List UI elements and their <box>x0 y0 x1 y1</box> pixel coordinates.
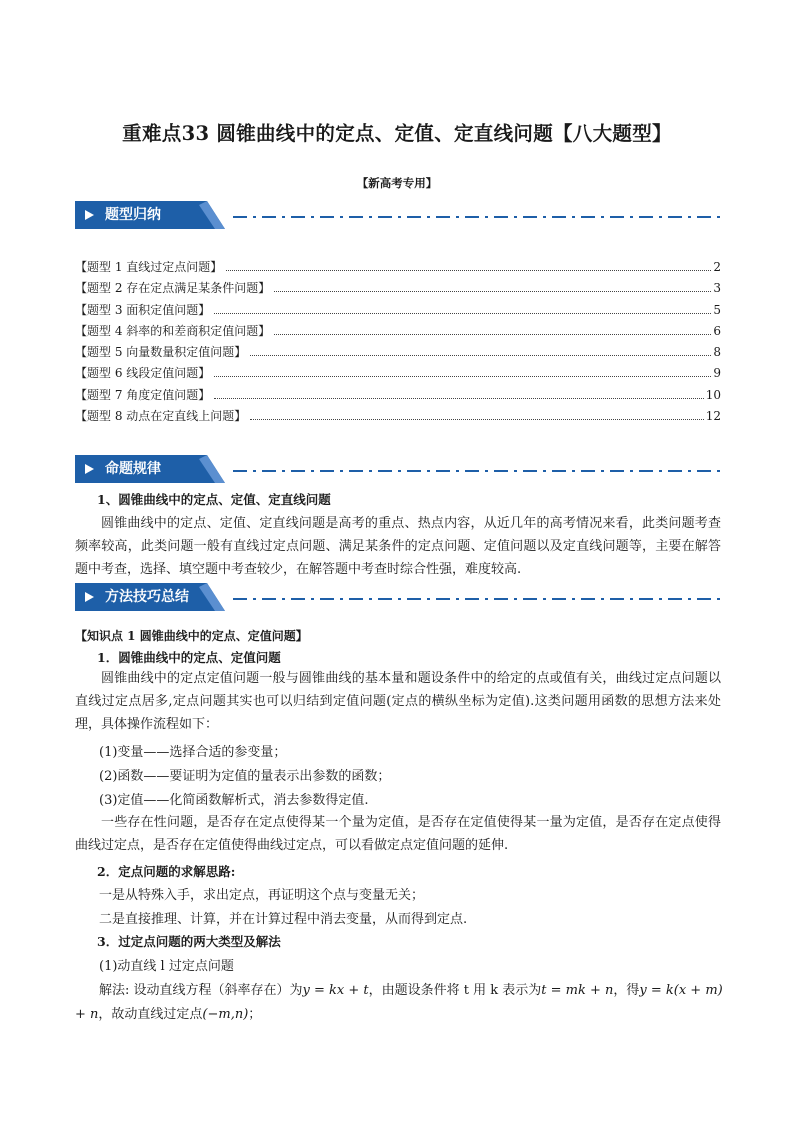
page-subtitle: 【新高考专用】 <box>356 176 438 190</box>
step-variable: (1)变量——选择合适的参变量； <box>99 745 287 760</box>
toc-label: 【题型 1 直线过定点问题】 <box>75 260 223 274</box>
equation: y = kx + t <box>302 983 369 998</box>
toc-label: 【题型 7 角度定值问题】 <box>75 387 211 402</box>
rule-paragraph: 圆锥曲线中的定点、定值、定直线问题是高考的重点、热点内容，从近几年的高考情况来看，此类问题考查频率较高，此类问题一般有直线过定点问题、满足某条件的定点问题、定值问题以及定直线问题等，主要在解答题中考查，选择、填空题中考查较少，在解答题中考查时综合性强，难度较高. <box>75 516 721 577</box>
approach-1: 一是从特殊入手，求出定点，再证明这个点与变量无关； <box>99 888 425 903</box>
section-header-rules <box>75 455 720 483</box>
play-arrow-icon <box>85 464 94 474</box>
toc-entry[interactable] <box>75 407 721 428</box>
toc-label: 【题型 4 斜率的和差商积定值问题】 <box>75 323 271 338</box>
toc-label: 【题型 8 动点在定直线上问题】 <box>75 409 247 424</box>
section-header-methods <box>75 583 720 611</box>
dot-leader <box>250 419 703 420</box>
toc-page: 6 <box>713 323 721 338</box>
equation: y = k(x + m) <box>639 983 723 998</box>
dot-leader <box>226 270 711 271</box>
section-title: 方法技巧总结 <box>105 589 189 605</box>
section-tab <box>75 455 225 483</box>
dash-dot-divider <box>233 598 720 600</box>
equation: t = mk + n <box>541 983 614 998</box>
solution-text: ，得 <box>613 983 640 998</box>
solution-text: ； <box>248 1007 262 1022</box>
section-tab <box>75 201 225 229</box>
dash-dot-divider <box>233 216 720 218</box>
toc-label: 【题型 6 线段定值问题】 <box>75 366 211 381</box>
play-arrow-icon <box>85 210 94 220</box>
dot-leader <box>274 334 711 335</box>
solution-line-2 <box>75 1003 261 1022</box>
solution-text: ，故动直线过定点 <box>98 1007 203 1022</box>
fixed-point: (−m,n) <box>202 1007 249 1022</box>
knowledge-point-tag: 【知识点 1 圆锥曲线中的定点、定值问题】 <box>75 629 308 643</box>
section-tab <box>75 583 225 611</box>
toc-page: 3 <box>713 281 721 296</box>
dash-dot-divider <box>233 470 720 472</box>
dot-leader <box>274 291 711 292</box>
toc-entry[interactable] <box>75 364 721 385</box>
section-title: 命题规律 <box>105 461 161 477</box>
toc-page: 5 <box>713 302 721 317</box>
type-1-heading: (1)动直线 l 过定点问题 <box>99 959 234 974</box>
page-title: 重难点33 圆锥曲线中的定点、定值、定直线问题【八大题型】 <box>122 122 672 145</box>
knowledge-paragraph-1: 圆锥曲线中的定点定值问题一般与圆锥曲线的基本量和题设条件中的给定的点或值有关，曲线过定点问题以直线过定点居多,定点问题其实也可以归结到定值问题(定点的横纵坐标为定值).这类问题用函数的思想方法来处理，具体操作流程如下： <box>75 671 721 732</box>
dot-leader <box>214 376 711 377</box>
dot-leader <box>250 355 711 356</box>
play-arrow-icon <box>85 592 94 602</box>
step-constant: (3)定值——化简函数解析式，消去参数得定值. <box>99 793 369 808</box>
toc-entry[interactable] <box>75 322 721 343</box>
toc-page: 9 <box>713 366 721 381</box>
section-header-question-types <box>75 201 720 229</box>
section-title: 题型归纳 <box>105 207 161 223</box>
toc-entry[interactable] <box>75 343 721 364</box>
toc-label: 【题型 2 存在定点满足某条件问题】 <box>75 281 271 296</box>
knowledge-paragraph-2: 一些存在性问题，是否存在定点使得某一个量为定值，是否存在定值使得某一量为定值，是否存在定点使得曲线过定点，是否存在定值使得曲线过定点，可以看做定点定值问题的延伸. <box>75 815 721 853</box>
toc-label: 【题型 5 向量数量积定值问题】 <box>75 345 247 360</box>
solution-line-1 <box>99 979 723 998</box>
toc-entry[interactable] <box>75 301 721 322</box>
toc-label: 【题型 3 面积定值问题】 <box>75 302 211 317</box>
toc-entry[interactable] <box>75 279 721 300</box>
equation: + n <box>75 1007 99 1022</box>
knowledge-heading-3: 3．过定点问题的两大类型及解法 <box>97 934 281 949</box>
knowledge-heading-1: 1．圆锥曲线中的定点、定值问题 <box>97 650 281 665</box>
toc-entry[interactable] <box>75 386 721 407</box>
knowledge-heading-2: 2．定点问题的求解思路: <box>97 864 236 879</box>
solution-text: ，由题设条件将 t 用 k 表示为 <box>368 983 542 998</box>
toc-page: 10 <box>705 387 721 402</box>
rule-heading: 1、圆锥曲线中的定点、定值、定直线问题 <box>97 492 331 507</box>
approach-2: 二是直接推理、计算，并在计算过程中消去变量，从而得到定点. <box>99 912 468 927</box>
step-function: (2)函数——要证明为定值的量表示出参数的函数； <box>99 769 391 784</box>
toc-entry[interactable] <box>75 258 721 279</box>
solution-text: 解法: 设动直线方程（斜率存在）为 <box>99 983 303 998</box>
toc-page: 12 <box>705 409 721 424</box>
dot-leader <box>214 398 703 399</box>
toc-page: 8 <box>713 345 721 360</box>
table-of-contents <box>75 258 721 428</box>
dot-leader <box>214 313 711 314</box>
toc-page: 2 <box>713 260 721 274</box>
